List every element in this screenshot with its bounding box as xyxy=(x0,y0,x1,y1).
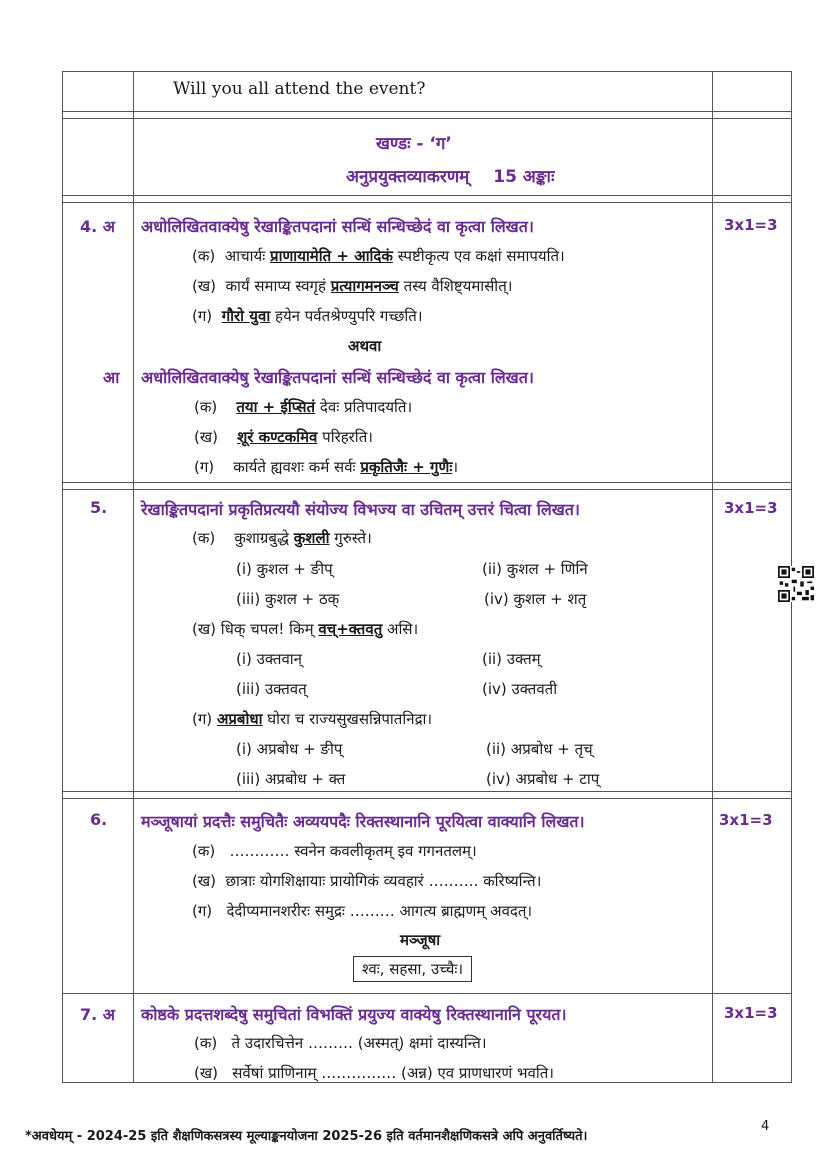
question-marks: 3x1=3 xyxy=(724,499,778,517)
list-item xyxy=(192,306,423,326)
item-post: गुरुस्ते। xyxy=(334,529,372,547)
option: (iii) कुशल + ठक् xyxy=(236,590,340,608)
item-post: स्पष्टीकृत्य एव कक्षां समापयति। xyxy=(397,247,565,265)
question-marks: 3x1=3 xyxy=(724,216,778,234)
item-pre: कार्यते ह्यवशः कर्म सर्वः xyxy=(233,458,356,476)
question-instruction: रेखाङ्कितपदानां प्रकृतिप्रत्ययौ संयोज्य विभज्य वा उचितम् उत्तरं चित्वा लिखत। xyxy=(141,500,580,519)
item-pre: आचार्यः xyxy=(224,247,266,265)
item-label: (क) xyxy=(192,247,216,265)
item-label: (ख) xyxy=(192,620,216,638)
list-item xyxy=(194,397,412,417)
section-subtitle-text: अनुप्रयुक्तव्याकरणम् xyxy=(346,167,470,187)
row-divider xyxy=(62,202,792,203)
item-post: परिहरति। xyxy=(322,428,373,446)
item-post: तस्य वैशिष्ट्यमासीत्। xyxy=(403,277,513,295)
item-label: (ग) xyxy=(194,458,215,476)
question-number: 5. xyxy=(90,498,108,517)
option: (i) अप्रबोध + ङीप् xyxy=(236,740,343,758)
item-label: (क) xyxy=(192,529,216,547)
item-label: (ख) xyxy=(194,428,218,446)
word-box xyxy=(353,956,472,982)
row-divider xyxy=(62,993,792,994)
underlined-word: अप्रबोधा xyxy=(216,710,263,728)
option: (i) कुशल + ङीप् xyxy=(236,560,333,578)
item-post: । xyxy=(452,458,459,476)
item-label: (ग) xyxy=(192,307,213,325)
item-label: (क) xyxy=(194,398,218,416)
item-post: हयेन पर्वतश्रेण्युपरि गच्छति। xyxy=(274,307,423,325)
underlined-word: कुशली xyxy=(293,529,330,547)
question-marks: 3x1=3 xyxy=(719,811,773,829)
row-divider xyxy=(62,489,792,490)
item-text: ते उदारचित्तेन ……… (अस्मत्) क्षमां दास्यन्ति। xyxy=(231,1034,487,1052)
item-label: (ख) xyxy=(194,1064,218,1082)
underlined-word: तया + ईप्सितं xyxy=(236,398,316,416)
item-post: देवः प्रतिपादयति। xyxy=(319,398,413,416)
item-pre: धिक् चपल! किम् xyxy=(220,620,314,638)
question-marks: 3x1=3 xyxy=(724,1004,778,1022)
item-pre: कुशाग्रबुद्धे xyxy=(234,529,289,547)
item-label: (ख) xyxy=(192,872,216,890)
item-text: सर्वेषां प्राणिनाम् …………… (अन्न) एव प्राणधारणं भवति। xyxy=(232,1064,554,1082)
item-text: छात्राः योगशिक्षायाः प्रायोगिकं व्यवहारं ………. करिष्यन्ति। xyxy=(225,872,542,890)
row-divider xyxy=(62,111,792,112)
option: (i) उक्तवान् xyxy=(236,650,302,668)
list-item xyxy=(192,901,532,921)
underlined-word: गौरो युवा xyxy=(221,307,271,325)
underlined-word: प्राणायामेति + आदिकं xyxy=(270,247,393,265)
item-label: (ख) xyxy=(192,277,216,295)
section-title: खण्डः - ‘ग’ xyxy=(376,134,452,154)
item-post: असि। xyxy=(387,620,419,638)
or-separator: अथवा xyxy=(348,337,382,355)
list-item xyxy=(194,1063,554,1083)
english-sentence: Will you all attend the event? xyxy=(173,79,426,99)
item-label: (क) xyxy=(192,842,216,860)
option: (iii) अप्रबोध + क्त xyxy=(236,770,346,788)
list-item xyxy=(192,276,512,296)
question-number: आ xyxy=(103,368,120,387)
item-text: देदीप्यमानशरीरः समुद्रः ……… आगत्य ब्राह्मणम् अवदत्। xyxy=(226,902,533,920)
word-box-words: श्वः, सहसा, उच्चैः। xyxy=(362,960,464,978)
list-item xyxy=(192,246,565,266)
list-item xyxy=(194,457,458,477)
option: (ii) अप्रबोध + तृच् xyxy=(486,740,593,758)
table-border-col1 xyxy=(133,71,134,1083)
option: (ii) उक्तम् xyxy=(482,650,541,668)
question-number: 7. अ xyxy=(80,1005,116,1024)
option: (iii) उक्तवत् xyxy=(236,680,307,698)
item-text: ………… स्वनेन कवलीकृतम् इव गगनतलम्। xyxy=(229,842,477,860)
list-item xyxy=(192,871,541,891)
option: (ii) कुशल + णिनि xyxy=(482,560,588,578)
footer-note: *अवधेयम् - 2024-25 इति शैक्षणिकसत्रस्य मूल्याङ्कनयोजना 2025-26 इति वर्तमानशैक्षणिकसत्रे अपि अनुवर्तिष्यते। xyxy=(25,1129,588,1144)
table-border-col2 xyxy=(712,71,713,1083)
list-item xyxy=(194,427,373,447)
question-instruction: कोष्ठके प्रदत्तशब्देषु समुचितां विभक्तिं प्रयुज्य वाक्येषु रिक्तस्थानानि पूरयत। xyxy=(141,1005,567,1024)
underlined-word: प्रकृतिजैः + गुणैः xyxy=(360,458,453,476)
item-label: (क) xyxy=(194,1034,218,1052)
item-pre: कार्यं समाप्य स्वगृहं xyxy=(225,277,326,295)
option: (iv) कुशल + शतृ xyxy=(484,590,587,608)
qr-code-icon xyxy=(778,566,814,602)
option: (iv) उक्तवती xyxy=(482,680,558,698)
question-number: 4. अ xyxy=(80,217,116,236)
underlined-word: वच्+क्तवतु xyxy=(318,620,383,638)
row-divider xyxy=(62,482,792,483)
question-instruction: मञ्जूषायां प्रदत्तैः समुचितैः अव्ययपदैः रिक्तस्थानानि पूरयित्वा वाक्यानि लिखत। xyxy=(141,812,585,831)
underlined-word: शूरं कण्टकमिव xyxy=(237,428,318,446)
item-label: (ग) xyxy=(192,710,213,728)
question-instruction: अधोलिखितवाक्येषु रेखाङ्कितपदानां सन्धिं सन्धिच्छेदं वा कृत्वा लिखत। xyxy=(141,368,534,387)
list-item xyxy=(192,709,432,729)
word-box-title: मञ्जूषा xyxy=(400,931,441,949)
section-subtitle xyxy=(346,164,554,187)
page-number: 4 xyxy=(761,1119,770,1134)
option: (iv) अप्रबोध + टाप् xyxy=(486,770,600,788)
list-item xyxy=(192,619,418,639)
question-number: 6. xyxy=(90,810,108,829)
list-item xyxy=(194,1033,487,1053)
item-label: (ग) xyxy=(192,902,213,920)
item-post: घोरा च राज्यसुखसन्निपातनिद्रा। xyxy=(267,710,433,728)
underlined-word: प्रत्यागमनञ्च xyxy=(330,277,399,295)
row-divider xyxy=(62,118,792,119)
list-item xyxy=(192,841,477,861)
table-border-top xyxy=(62,71,792,72)
row-divider xyxy=(62,798,792,799)
table-border-left xyxy=(62,71,63,1083)
list-item xyxy=(192,528,372,548)
row-divider xyxy=(62,195,792,196)
question-instruction: अधोलिखितवाक्येषु रेखाङ्कितपदानां सन्धिं सन्धिच्छेदं वा कृत्वा लिखत। xyxy=(141,217,534,236)
section-marks: 15 अङ्काः xyxy=(493,167,555,187)
row-divider xyxy=(62,791,792,792)
